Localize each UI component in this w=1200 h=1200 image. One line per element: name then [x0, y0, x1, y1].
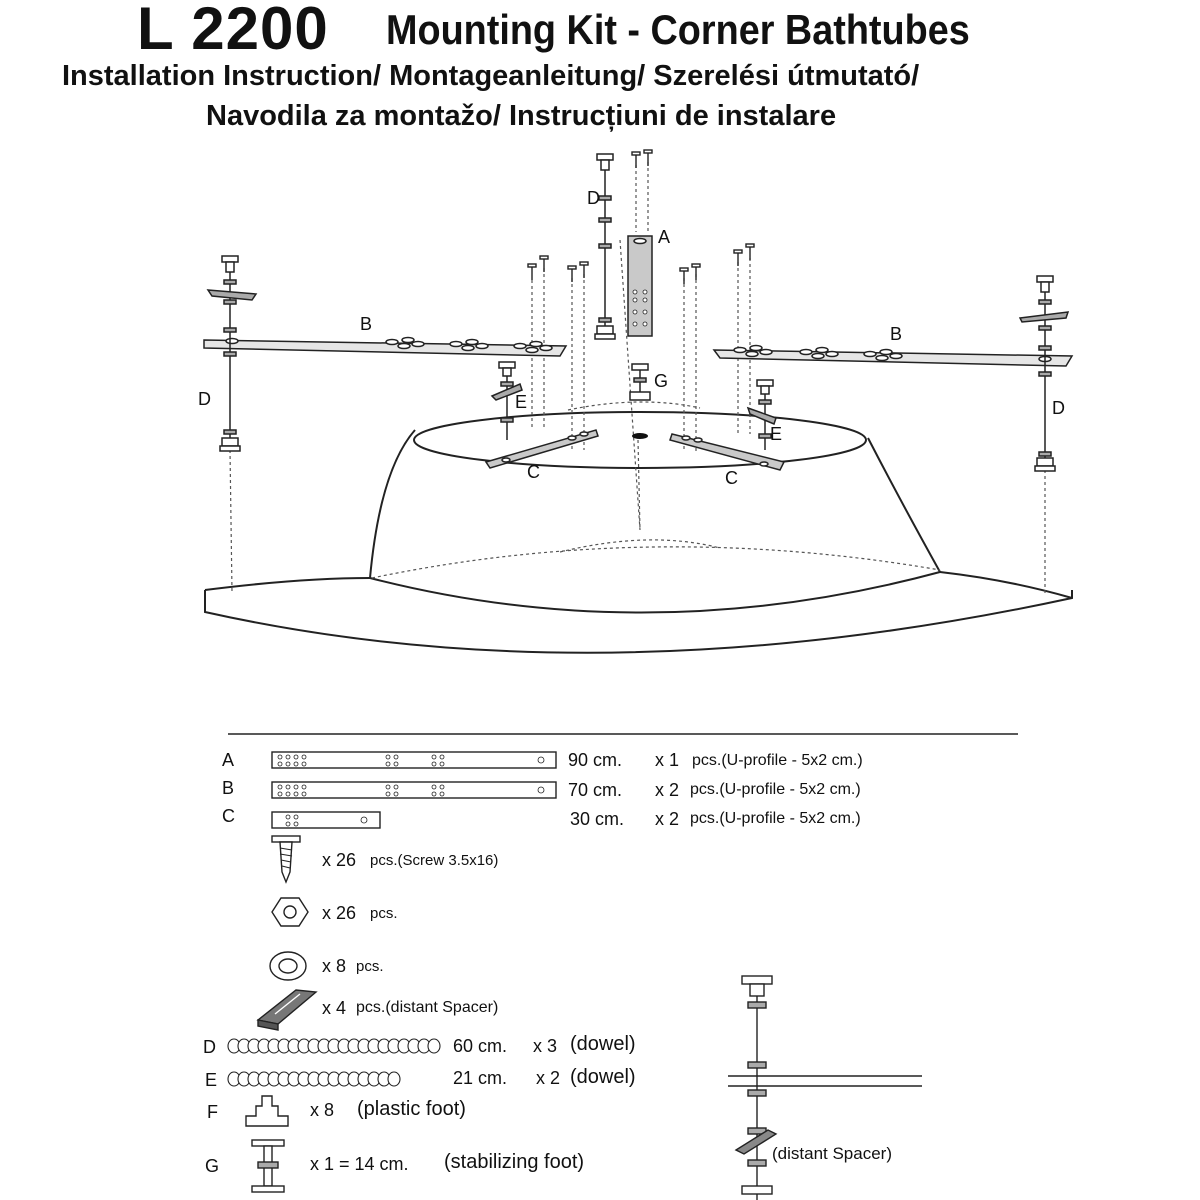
tub-right-wall	[868, 438, 940, 572]
label-b-left: B	[360, 314, 373, 334]
part-c-profile	[272, 812, 380, 828]
part-c-desc: pcs.(U-profile - 5x2 cm.)	[690, 810, 861, 827]
part-f-desc: (plastic foot)	[357, 1098, 466, 1120]
label-a: A	[658, 227, 671, 247]
detail-spacer-label: (distant Spacer)	[772, 1144, 892, 1163]
part-b-length: 70 cm.	[568, 780, 623, 800]
part-a-desc: pcs.(U-profile - 5x2 cm.)	[692, 752, 863, 769]
subtitle-line-1: Installation Instruction/ Montageanleitung/ Szerelési útmutató/	[62, 60, 920, 92]
stabilizing-foot-g	[630, 364, 650, 400]
tub-base-inner	[370, 572, 940, 613]
document-title: Mounting Kit - Corner Bathtubes	[386, 6, 970, 53]
nut-icon	[272, 898, 308, 926]
tub-left-wall	[370, 430, 415, 578]
part-c-qty: x 2	[655, 809, 680, 829]
label-g: G	[654, 371, 669, 391]
profile-a	[628, 236, 652, 336]
part-g-desc: (stabilizing foot)	[444, 1151, 585, 1173]
model-number: L 2200	[137, 0, 329, 62]
part-b-letter: B	[222, 778, 235, 798]
part-a-length: 90 cm.	[568, 750, 623, 770]
part-c-length: 30 cm.	[570, 809, 625, 829]
part-e-qty: x 2	[536, 1068, 561, 1088]
label-c-left: C	[527, 462, 540, 482]
label-e-left: E	[515, 392, 528, 412]
label-d-center: D	[587, 188, 600, 208]
tub-base-right-top	[940, 572, 1072, 598]
label-c-right: C	[725, 468, 738, 488]
mounting-detail	[728, 976, 922, 1200]
part-d-length: 60 cm.	[453, 1036, 508, 1056]
part-d-qty: x 3	[533, 1036, 558, 1056]
tub-base-left-top	[205, 578, 370, 590]
screw-desc: pcs.(Screw 3.5x16)	[370, 852, 499, 869]
spacer-qty: x 4	[322, 998, 347, 1018]
washer-qty: x 8	[322, 956, 347, 976]
part-e-length: 21 cm.	[453, 1068, 508, 1088]
washer-desc: pcs.	[356, 958, 384, 975]
stabilizing-foot-icon	[252, 1140, 284, 1192]
part-b-desc: pcs.(U-profile - 5x2 cm.)	[690, 781, 861, 798]
nut-qty: x 26	[322, 903, 357, 923]
profile-b-left	[204, 338, 566, 357]
nut-desc: pcs.	[370, 905, 398, 922]
tub-rim	[414, 412, 866, 468]
dowel-d-icon	[228, 1039, 440, 1053]
spacer-icon	[258, 990, 316, 1030]
dowel-d-left	[208, 256, 256, 451]
label-b-right: B	[890, 324, 903, 344]
part-g-letter: G	[205, 1156, 220, 1176]
part-b-qty: x 2	[655, 780, 680, 800]
washer-icon	[270, 952, 306, 980]
part-e-letter: E	[205, 1070, 218, 1090]
part-c-letter: C	[222, 806, 235, 826]
part-d-desc: (dowel)	[570, 1033, 636, 1055]
part-e-desc: (dowel)	[570, 1066, 636, 1088]
dowel-e-icon	[228, 1072, 400, 1086]
subtitle-line-2: Navodila za montažo/ Instrucțiuni de instalare	[206, 100, 837, 132]
part-d-letter: D	[203, 1037, 216, 1057]
screw-icon	[272, 836, 300, 882]
part-b-profile	[272, 782, 556, 798]
dowel-d-center	[595, 154, 615, 339]
profile-b-right	[714, 346, 1072, 367]
label-e-right: E	[770, 424, 783, 444]
dowel-d-right	[1020, 276, 1068, 471]
drain-hole	[632, 433, 648, 439]
part-f-qty: x 8	[310, 1100, 335, 1120]
part-a-letter: A	[222, 750, 235, 770]
part-g-qty: x 1 = 14 cm.	[310, 1154, 409, 1174]
spacer-desc: pcs.(distant Spacer)	[356, 999, 499, 1016]
part-f-letter: F	[207, 1102, 218, 1122]
plastic-foot-icon	[246, 1096, 288, 1126]
screw-qty: x 26	[322, 850, 357, 870]
part-a-profile	[272, 752, 556, 768]
label-d-left: D	[198, 389, 211, 409]
label-d-right: D	[1052, 398, 1065, 418]
tub-base-front	[205, 590, 1072, 653]
part-a-qty: x 1	[655, 750, 680, 770]
screw-pair-top	[632, 150, 652, 168]
